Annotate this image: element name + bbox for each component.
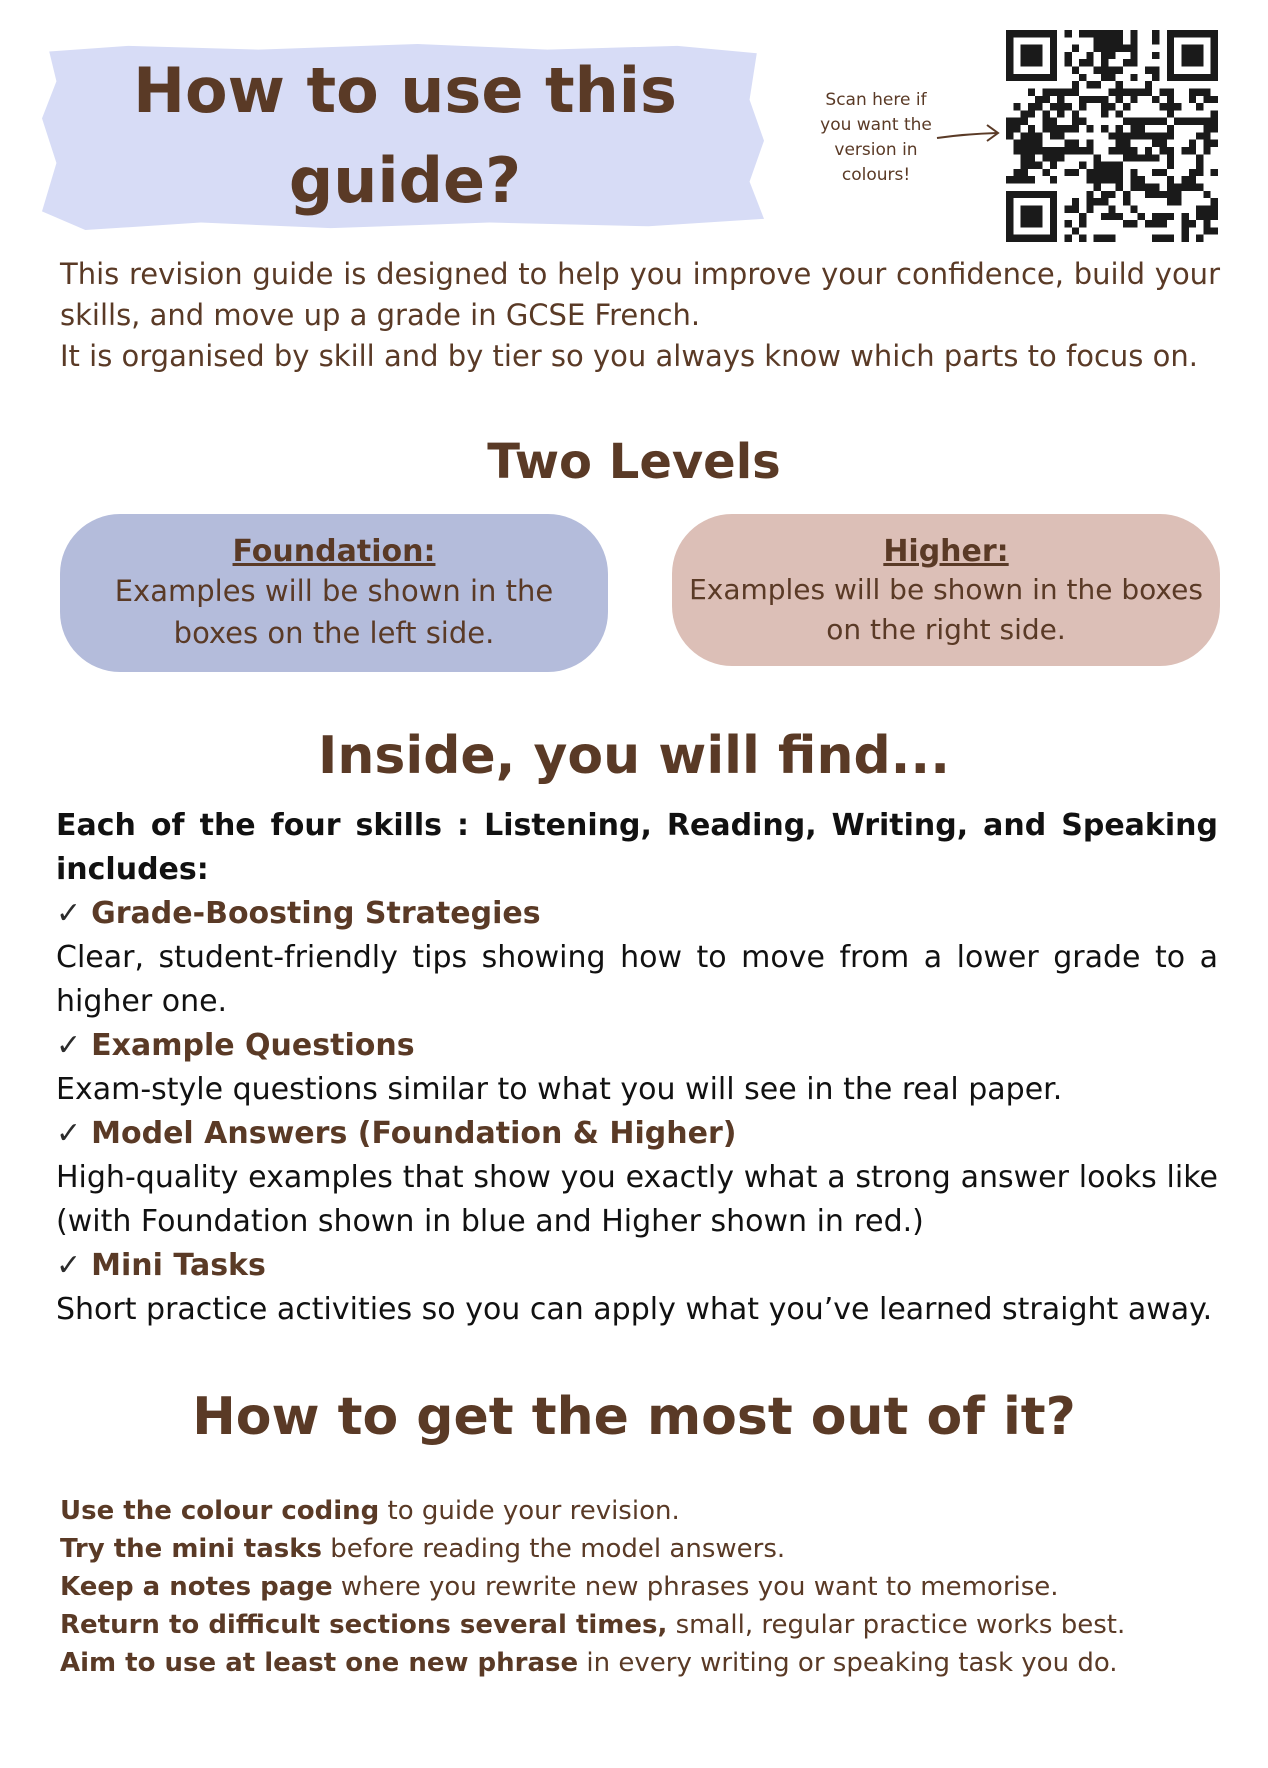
tip-item	[60, 1644, 1220, 1682]
tip-item	[60, 1530, 1220, 1568]
page-title-line2: guide?	[288, 144, 522, 217]
tips-list	[60, 1492, 1220, 1682]
inside-heading: Inside, you will find...	[318, 726, 950, 786]
check-icon: ✓	[56, 1116, 82, 1151]
qr-code-icon[interactable]	[1006, 30, 1218, 242]
intro-paragraph: This revision guide is designed to help you improve your confidence, build your skills, and move up a grade in GCSE French.	[60, 257, 1220, 332]
inside-section	[56, 804, 1218, 1332]
tip-bold: Try the mini tasks	[60, 1534, 323, 1564]
check-icon: ✓	[56, 1028, 82, 1063]
tip-rest: in every writing or speaking task you do.	[578, 1648, 1118, 1678]
page-title-line1: How to use this	[133, 54, 677, 127]
intro-paragraph: It is organised by skill and by tier so you always know which parts to focus on.	[60, 339, 1198, 373]
tip-rest: small, regular practice works best.	[667, 1610, 1126, 1640]
qr-note-line: Scan here if	[825, 90, 927, 110]
tip-bold: Aim to use at least one new phrase	[60, 1648, 579, 1678]
higher-text-line: on the right side.	[826, 613, 1066, 646]
tip-bold: Return to difficult sections several times,	[60, 1610, 668, 1640]
foundation-box	[60, 514, 608, 672]
feature-description: Exam-style questions similar to what you will see in the real paper.	[56, 1072, 1063, 1107]
tip-bold: Keep a notes page	[60, 1572, 333, 1602]
higher-title: Higher:	[883, 534, 1009, 569]
qr-note-line: colours!	[841, 165, 911, 185]
tip-bold: Use the colour coding	[60, 1496, 380, 1526]
check-icon: ✓	[56, 896, 82, 931]
feature-title-text: Mini Tasks	[91, 1248, 266, 1283]
tip-rest: where you rewrite new phrases you want to memorise.	[332, 1572, 1059, 1602]
feature-title-text: Example Questions	[91, 1028, 415, 1063]
qr-note-line: version in	[834, 140, 918, 160]
feature-title	[56, 1024, 1218, 1068]
feature-description: High-quality examples that show you exactly what a strong answer looks like (with Foundation shown in blue and Higher shown in red.)	[56, 1160, 1218, 1239]
tip-item	[60, 1492, 1220, 1530]
page-title	[80, 46, 730, 226]
levels-heading: Two Levels	[487, 434, 781, 490]
foundation-text-line: Examples will be shown in the	[114, 574, 554, 608]
feature-title-text: Grade-Boosting Strategies	[91, 896, 541, 931]
tip-item	[60, 1606, 1220, 1644]
tip-rest: to guide your revision.	[379, 1496, 680, 1526]
feature-title	[56, 1244, 1218, 1288]
most-heading: How to get the most out of it?	[192, 1387, 1076, 1447]
feature-title	[56, 892, 1218, 936]
qr-note-line: you want the	[820, 115, 932, 135]
intro-text	[60, 254, 1220, 377]
feature-title	[56, 1112, 1218, 1156]
tip-item	[60, 1568, 1220, 1606]
higher-text-line: Examples will be shown in the boxes	[689, 573, 1203, 606]
qr-note	[806, 88, 946, 188]
tip-rest: before reading the model answers.	[322, 1534, 786, 1564]
skills-lead: Each of the four skills : Listening, Reading, Writing, and Speaking includes:	[56, 808, 1218, 887]
higher-box	[672, 514, 1220, 666]
foundation-title: Foundation:	[232, 534, 436, 569]
feature-description: Clear, student-friendly tips showing how to move from a lower grade to a higher one.	[56, 940, 1218, 1019]
feature-description: Short practice activities so you can apply what you’ve learned straight away.	[56, 1292, 1213, 1327]
arrow-right-icon	[935, 120, 1005, 150]
feature-title-text: Model Answers (Foundation & Higher)	[91, 1116, 737, 1151]
foundation-text-line: boxes on the left side.	[173, 616, 495, 650]
check-icon: ✓	[56, 1248, 82, 1283]
